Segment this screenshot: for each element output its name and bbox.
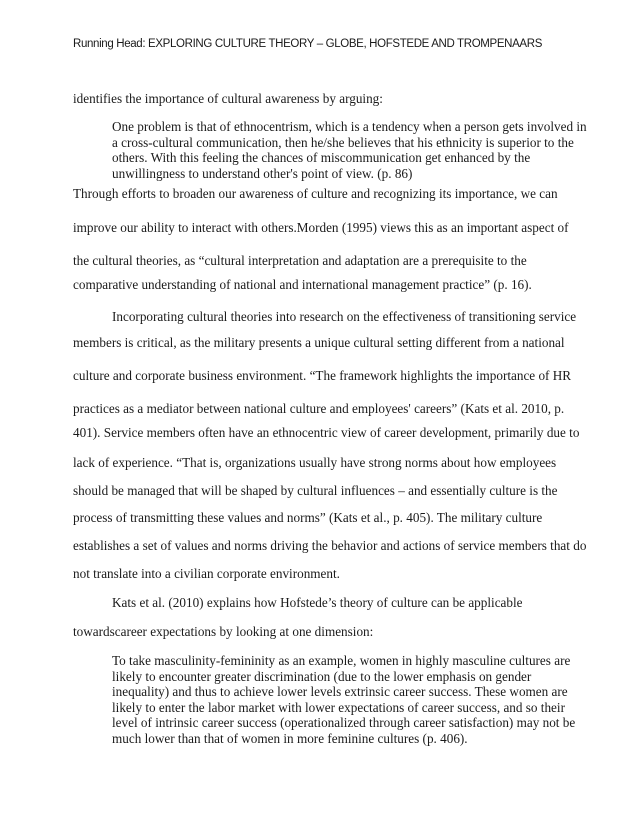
quote-line: likely to enter the labor market with lower expectations of career success, and so their (112, 699, 565, 715)
quote-line: To take masculinity-femininity as an example, women in highly masculine cultures are (112, 653, 571, 668)
quote-line: One problem is that of ethnocentrism, which is a tendency when a person gets involved in (112, 119, 587, 134)
running-head: Running Head: EXPLORING CULTURE THEORY – GLOBE, HOFSTEDE AND TROMPENAARS (73, 38, 543, 50)
paragraph-line: the cultural theories, as “cultural interpretation and adaptation are a prerequisite to the (73, 253, 527, 268)
paragraph-line: should be managed that will be shaped by cultural influences – and essentially culture is the (73, 483, 558, 498)
quote-line: unwillingness to understand other's point of view. (p. 86) (112, 165, 413, 181)
paragraph-line: members is critical, as the military presents a unique cultural setting different from a national (73, 335, 565, 350)
paragraph-line: lack of experience. “That is, organizations usually have strong norms about how employees (73, 455, 557, 470)
paragraph-line: improve our ability to interact with others.Morden (1995) views this as an important aspect of (73, 220, 569, 235)
block-quote-ethnocentrism (112, 119, 587, 181)
quote-line: inequality) and thus to achieve lower levels extrinsic career success. These women are (112, 684, 568, 700)
paragraph-line: comparative understanding of national and international management practice” (p. 16). (73, 277, 532, 292)
quote-line: likely to encounter greater discrimination (due to the lower emphasis on gender (112, 668, 532, 684)
quote-line: a cross-cultural communication, then he/she believes that his ethnicity is superior to the (112, 134, 574, 150)
quote-line: much lower than that of women in more feminine cultures (p. 406). (112, 730, 468, 746)
paragraph-line: practices as a mediator between national culture and employees' careers” (Kats et al. 2010, p. (73, 401, 565, 416)
block-quote-masculinity (112, 653, 576, 747)
paragraph-line: culture and corporate business environment. “The framework highlights the importance of HR (73, 368, 572, 383)
paragraph-line: towardscareer expectations by looking at one dimension: (73, 624, 374, 639)
paragraph-line: Kats et al. (2010) explains how Hofstede’s theory of culture can be applicable (112, 595, 523, 610)
quote-line: others. With this feeling the chances of miscommunication get enhanced by the (112, 150, 531, 166)
paragraph-line: process of transmitting these values and norms” (Kats et al., p. 405). The military culture (73, 510, 543, 525)
intro-line: identifies the importance of cultural awareness by arguing: (73, 91, 383, 106)
paragraph-line: Through efforts to broaden our awareness of culture and recognizing its importance, we can (73, 186, 558, 201)
quote-line: level of intrinsic career success (operationalized through career satisfaction) may not be (112, 715, 576, 731)
paragraph-line: not translate into a civilian corporate environment. (73, 566, 340, 581)
paragraph-line: 401). Service members often have an ethnocentric view of career development, primarily due to (73, 425, 580, 440)
paragraph-line: establishes a set of values and norms driving the behavior and actions of service members that do (73, 538, 587, 553)
paragraph-line: Incorporating cultural theories into research on the effectiveness of transitioning service (112, 309, 577, 324)
